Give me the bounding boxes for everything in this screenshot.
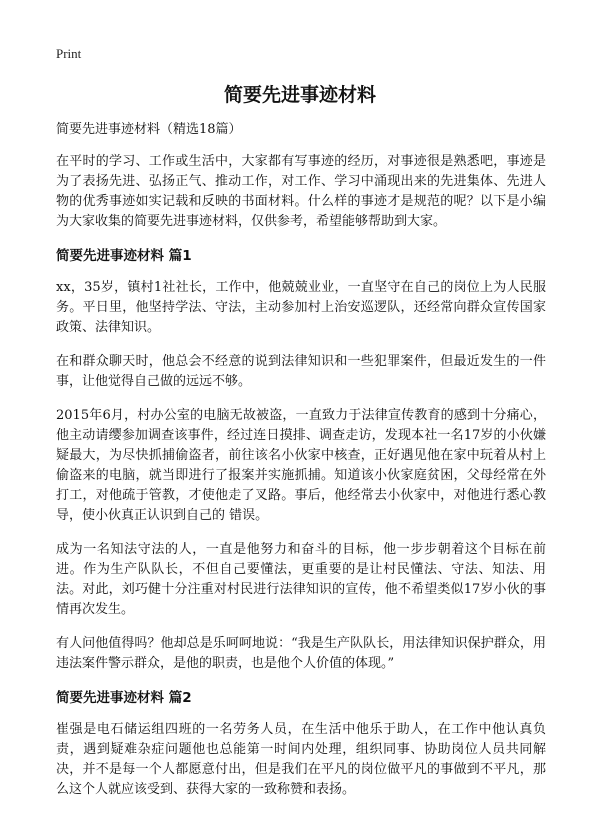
section-heading: 简要先进事迹材料 篇2 [56, 690, 192, 706]
section-paragraph: xx，35岁，镇村1社社长，工作中，他兢兢业业，一直坚守在自己的岗位上为人民服务。平日里，他坚持学法、守法，主动参加村上治安巡逻队，还经常向群众宣传国家政策、法律知识。 [56, 280, 546, 335]
section-paragraph: 在和群众聊天时，他总会不经意的说到法律知识和一些犯罪案件，但最近发生的一件事，让他觉得自己做的远远不够。 [56, 354, 546, 389]
section-paragraph: 崔强是电石储运组四班的一名劳务人员，在生活中他乐于助人，在工作中他认真负责，遇到疑难杂症问题他也总能第一时间内处理，组织同事、协助岗位人员共同解决，并不是每一个人都愿意付出，但是我们在平凡的岗位做平凡的事做到不平凡，那么这个人就应该受到、获得大家的一致称赞和表扬。 [56, 722, 546, 797]
section-paragraph: 有人问他值得吗？他却总是乐呵呵地说：“我是生产队队长，用法律知识保护群众，用违法案件警示群众，是他的职责，也是他个人价值的体现。” [56, 636, 546, 671]
document-body [56, 120, 546, 814]
section-heading: 简要先进事迹材料 篇1 [56, 248, 192, 264]
section-paragraph: 2015年6月，村办公室的电脑无故被盗，一直致力于法律宣传教育的感到十分痛心，他主动请缨参加调查该事件，经过连日摸排、调查走访，发现本社一名17岁的小伙嫌疑最大，为尽快抓捕偷盗者，前往该名小伙家中核查，正好遇见他在家中玩着从村上偷盗来的电脑，就当即进行了报案并实施抓捕。知道该小伙家庭贫困，父母经常在外打工，对他疏于管教，才使他走了叉路。事后，他经常去小伙家中，对他进行悉心教导，使小伙真正认识到自己的 错误。 [56, 408, 546, 523]
document-subtitle: 简要先进事迹材料（精选18篇） [56, 122, 242, 137]
print-link[interactable]: Print [56, 46, 82, 61]
intro-paragraph: 在平时的学习、工作或生活中，大家都有写事迹的经历，对事迹很是熟悉吧，事迹是为了表扬先进、弘扬正气、推动工作，对工作、学习中涌现出来的先进集体、先进人物的优秀事迹如实记载和反映的书面材料。什么样的事迹才是规范的呢？以下是小编为大家收集的简要先进事迹材料，仅供参考，希望能够帮助到大家。 [56, 154, 546, 229]
section-paragraph: 成为一名知法守法的人，一直是他努力和奋斗的目标，他一步步朝着这个目标在前进。作为生产队队长，不但自己要懂法，更重要的是让村民懂法、守法、知法、用法。对此，刘巧健十分注重对村民进行法律知识的宣传，他不希望类似17岁小伙的事情再次发生。 [56, 542, 546, 617]
page-title: 简要先进事迹材料 [223, 84, 376, 106]
